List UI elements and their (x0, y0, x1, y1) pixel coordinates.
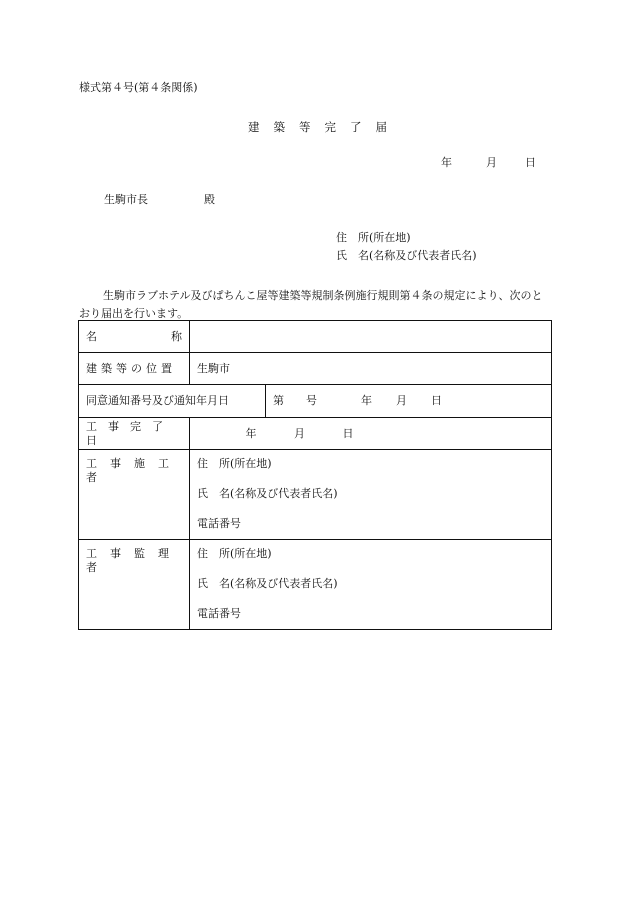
table-row (79, 450, 552, 540)
applicant-name-label: 氏 名(名称及び代表者氏名) (336, 249, 477, 262)
table-row (79, 385, 552, 418)
addressee-name: 生駒市長 (104, 193, 148, 206)
location-value-field[interactable] (190, 353, 552, 385)
table-row (79, 418, 552, 450)
location-label: 建築等の位置 (86, 361, 176, 375)
date-year-label: 年 (441, 156, 452, 169)
completion-month: 月 (294, 426, 305, 440)
supervisor-name: 氏 名(名称及び代表者氏名) (197, 577, 338, 590)
supervisor-details[interactable] (190, 540, 552, 630)
completion-day: 日 (342, 426, 354, 440)
form-number: 様式第４号(第４条関係) (79, 81, 198, 94)
notice-label: 同意通知番号及び通知年月日 (79, 385, 266, 417)
location-value: 生駒市 (197, 361, 230, 375)
constructor-phone: 電話番号 (197, 517, 241, 530)
supervisor-address: 住 所(所在地) (197, 547, 272, 560)
completion-label: 工事完了日 (86, 419, 174, 447)
supervisor-label-cell (79, 540, 190, 630)
document-title: 建築等完了届 (248, 120, 401, 134)
constructor-label-cell (79, 450, 190, 540)
addressee (104, 193, 215, 207)
date-month-label: 月 (486, 156, 497, 169)
body-text: 生駒市ラブホテル及びぱちんこ屋等建築等規制条例施行規則第４条の規定により、次のとおり届出を行います。 (79, 289, 543, 320)
supervisor-label: 工事監理者 (86, 547, 182, 574)
completion-date-field[interactable] (190, 418, 552, 450)
name-label-b: 称 (171, 329, 182, 343)
constructor-details[interactable] (190, 450, 552, 540)
applicant-address-label: 住 所(所在地) (336, 231, 411, 244)
name-label-a: 名 (86, 329, 97, 343)
notice-cell (79, 385, 552, 418)
location-label-cell (79, 353, 190, 385)
completion-form-table (78, 320, 552, 630)
notice-dai: 第 (273, 394, 284, 407)
supervisor-phone: 電話番号 (197, 607, 241, 620)
completion-label-cell (79, 418, 190, 450)
date-day-label: 日 (525, 156, 536, 169)
submission-date (441, 156, 536, 170)
addressee-honorific: 殿 (204, 193, 215, 206)
table-row (79, 321, 552, 353)
notice-go: 号 (306, 394, 317, 407)
constructor-address: 住 所(所在地) (197, 457, 272, 470)
constructor-name: 氏 名(名称及び代表者氏名) (197, 487, 338, 500)
applicant-block (336, 231, 477, 267)
notice-month: 月 (396, 394, 407, 407)
table-row (79, 353, 552, 385)
name-label-cell (79, 321, 190, 353)
name-value-field[interactable] (190, 321, 552, 353)
table-row (79, 540, 552, 630)
constructor-label: 工事施工者 (86, 457, 182, 484)
notice-year: 年 (361, 394, 372, 407)
completion-year: 年 (245, 426, 257, 440)
notice-value-field[interactable] (266, 385, 449, 417)
notice-day: 日 (431, 394, 442, 407)
